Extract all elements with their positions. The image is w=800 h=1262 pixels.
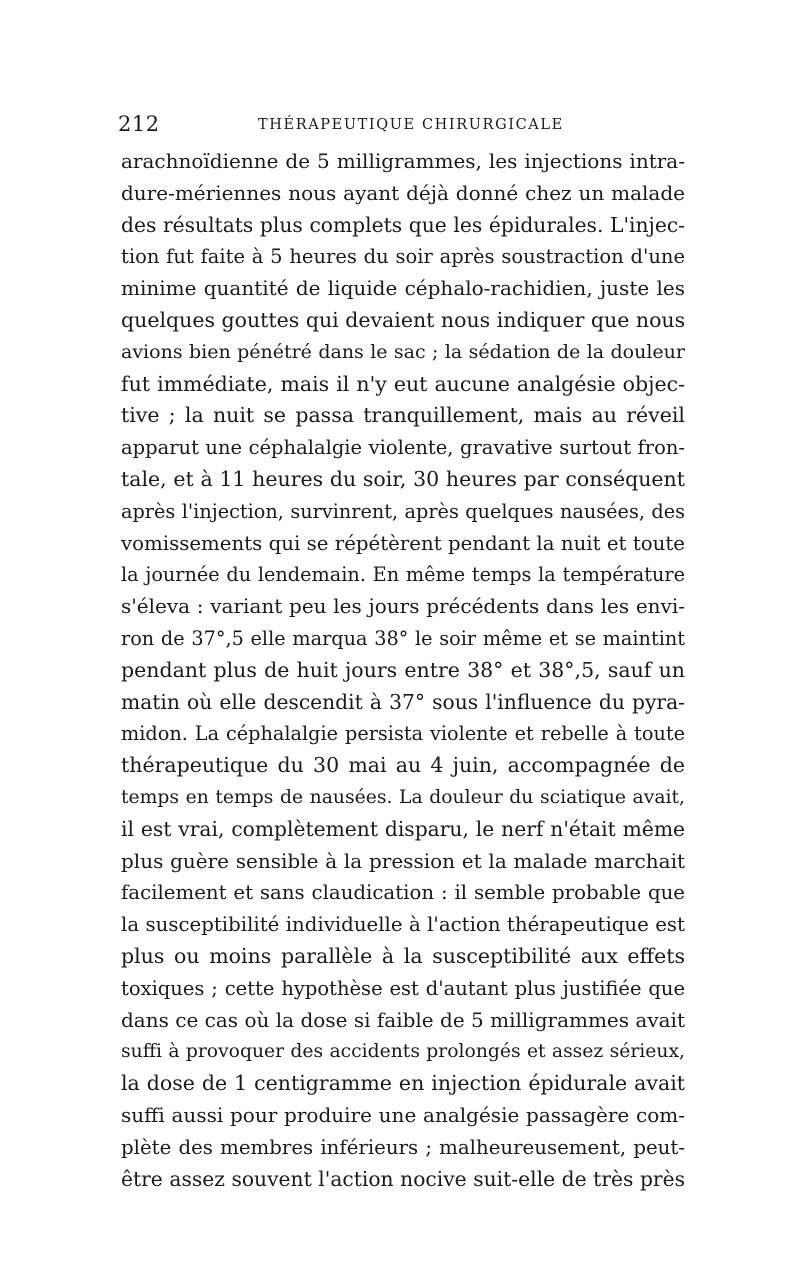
text-line: plus guère sensible à la pression et la malade marchait (121, 848, 685, 873)
text-line: facilement et sans claudication : il semble probable que (121, 881, 685, 905)
text-line: des résultats plus complets que les épidurales. L'injec- (121, 212, 685, 237)
text-line: plète des membres inférieurs ; malheureusement, peut- (121, 1135, 685, 1159)
text-line: fut immédiate, mais il n'y eut aucune analgésie objec- (121, 371, 685, 396)
text-line: tion fut faite à 5 heures du soir après soustraction d'une (121, 245, 685, 269)
text-line: plus ou moins parallèle à la susceptibilité aux effets (121, 943, 685, 968)
text-line: tale, et à 11 heures du soir, 30 heures par conséquent (121, 466, 685, 491)
text-line: matin où elle descendit à 37° sous l'influence du pyra- (121, 689, 685, 714)
text-line: s'éleva : variant peu les jours précédents dans les envi- (121, 594, 685, 619)
text-line: dans ce cas où la dose si faible de 5 milligrammes avait (121, 1007, 685, 1032)
text-line: après l'injection, survinrent, après quelques nausées, des (121, 499, 685, 523)
text-line: suffi aussi pour produire une analgésie passagère com- (121, 1102, 685, 1127)
text-line: dure-mériennes nous ayant déjà donné chez un malade (121, 180, 685, 205)
text-line: ron de 37°,5 elle marqua 38° le soir même et se maintint (121, 626, 685, 650)
body-text (121, 146, 685, 1195)
text-line: midon. La céphalalgie persista violente et rebelle à toute (121, 722, 685, 746)
running-title: THÉRAPEUTIQUE CHIRURGICALE (258, 117, 564, 133)
page-number: 212 (118, 112, 160, 136)
text-line: tive ; la nuit se passa tranquillement, mais au réveil (121, 403, 685, 428)
text-line: la journée du lendemain. En même temps la température (121, 563, 685, 587)
text-line: temps en temps de nausées. La douleur du sciatique avait, (121, 786, 685, 808)
text-line: la susceptibilité individuelle à l'action thérapeutique est (121, 913, 685, 937)
text-line: apparut une céphalalgie violente, gravative surtout fron- (121, 436, 685, 460)
text-line: pendant plus de huit jours entre 38° et 38°,5, sauf un (121, 657, 685, 682)
text-line: arachnoïdienne de 5 milligrammes, les injections intra- (121, 149, 685, 173)
running-head (118, 112, 688, 142)
text-line: thérapeutique du 30 mai au 4 juin, accompagnée de (121, 753, 685, 778)
text-line: il est vrai, complètement disparu, le nerf n'était même (121, 816, 685, 841)
text-line: quelques gouttes qui devaient nous indiquer que nous (121, 307, 686, 332)
text-line: avions bien pénétré dans le sac ; la sédation de la douleur (121, 340, 685, 363)
text-line: vomissements qui se répétèrent pendant la nuit et toute (121, 531, 685, 555)
text-line: minime quantité de liquide céphalo-rachidien, juste les (121, 276, 685, 301)
text-line: la dose de 1 centigramme en injection épidurale avait (121, 1071, 685, 1096)
text-line: être assez souvent l'action nocive suit-elle de très près (121, 1166, 685, 1191)
text-line: suffi à provoquer des accidents prolongés et assez sérieux, (121, 1041, 685, 1063)
text-line: toxiques ; cette hypothèse est d'autant plus justifiée que (121, 976, 685, 1000)
